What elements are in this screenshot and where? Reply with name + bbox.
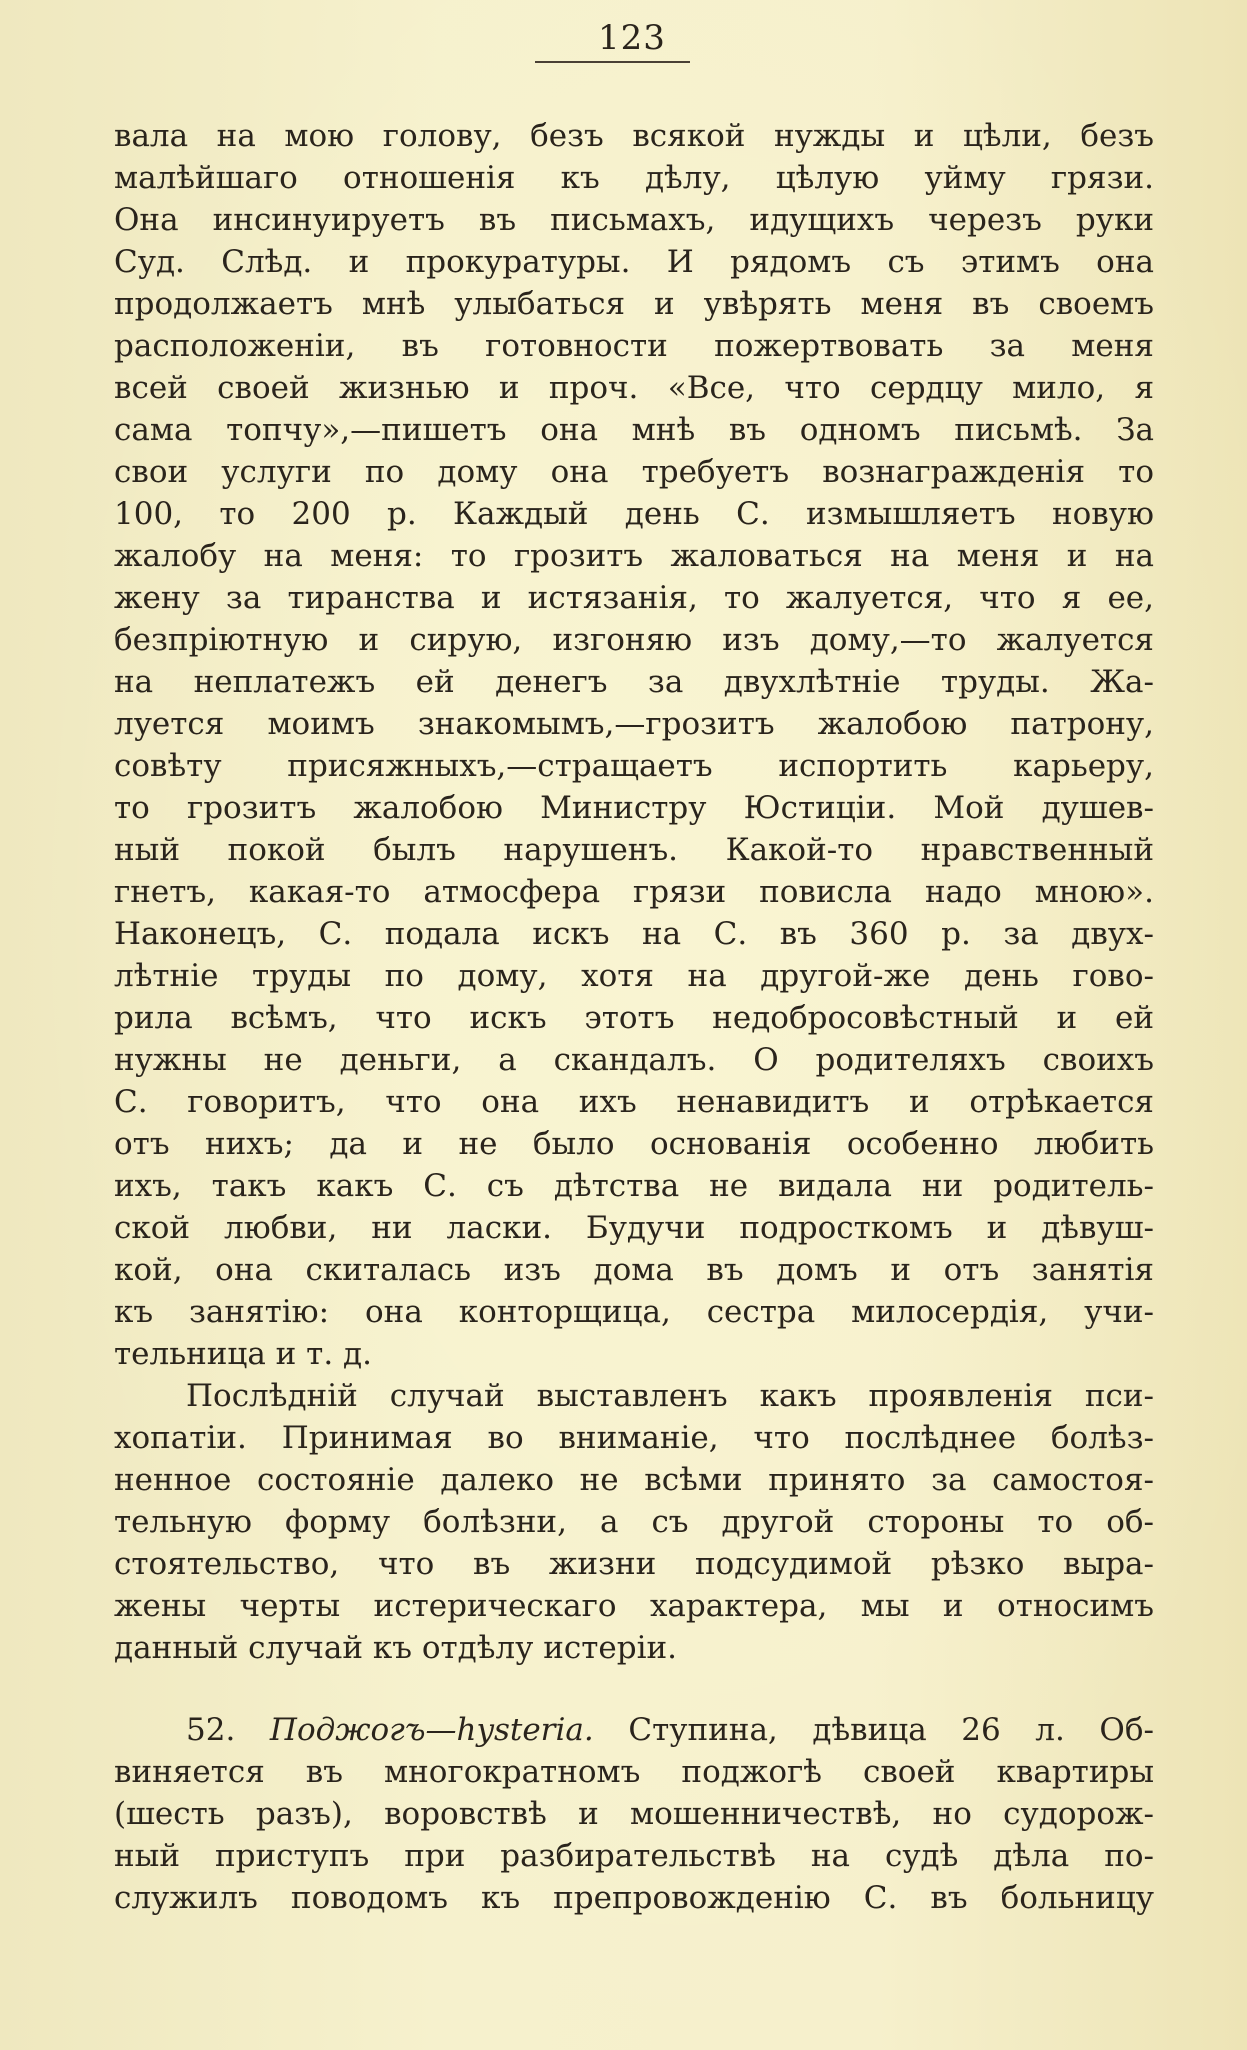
text-line: данный случай къ отдѣлу истеріи.	[114, 1630, 677, 1666]
text-line: жены черты истерическаго характера, мы и относимъ	[114, 1588, 1154, 1624]
text-line: всей своей жизнью и проч. «Все, что сердцу мило, я	[114, 370, 1154, 406]
text-line: то грозитъ жалобою Министру Юстиціи. Мой душев-	[114, 790, 1154, 826]
paragraph-commentary	[114, 1375, 1154, 1669]
text-line: рила всѣмъ, что искъ этотъ недобросовѣстный и ей	[114, 1000, 1154, 1036]
text-line: кой, она скиталась изъ дома въ домъ и отъ занятія	[114, 1252, 1154, 1288]
text-line: ской любви, ни ласки. Будучи подросткомъ и дѣвуш-	[114, 1210, 1154, 1246]
text-line: нужны не деньги, а скандалъ. О родителяхъ своихъ	[114, 1042, 1154, 1078]
text-line: совѣту присяжныхъ,—стращаетъ испортить карьеру,	[114, 748, 1154, 784]
text-line: расположеніи, въ готовности пожертвовать за меня	[114, 328, 1154, 364]
case-title: Поджогъ—hysteria.	[269, 1712, 594, 1748]
text-line: Послѣдній случай выставленъ какъ проявленія пси-	[186, 1378, 1154, 1414]
text-line: жалобу на меня: то грозитъ жаловаться на меня и на	[114, 538, 1154, 574]
text-line: къ занятію: она конторщица, сестра милосердія, учи-	[114, 1294, 1154, 1330]
text-line: С. говоритъ, что она ихъ ненавидитъ и отрѣкается	[114, 1084, 1154, 1120]
page-text	[114, 115, 1154, 1919]
paragraph-continuation	[114, 115, 1154, 1375]
text-line: лѣтніе труды по дому, хотя на другой-же день гово-	[114, 958, 1154, 994]
case-heading-line	[114, 1709, 1154, 1751]
text-line: Она инсинуируетъ въ письмахъ, идущихъ черезъ руки	[114, 202, 1154, 238]
text-line: ный покой былъ нарушенъ. Какой-то нравственный	[114, 832, 1154, 868]
text-line: стоятельство, что въ жизни подсудимой рѣзко выра-	[114, 1546, 1154, 1582]
case-number: 52.	[186, 1712, 236, 1748]
paragraph-spacer	[114, 1669, 1154, 1709]
text-line: сама топчу»,—пишетъ она мнѣ въ одномъ письмѣ. За	[114, 412, 1154, 448]
text-line: ный приступъ при разбирательствѣ на судѣ дѣла по-	[114, 1838, 1154, 1874]
page-number-rule	[535, 61, 690, 63]
text-line: безпріютную и сирую, изгоняю изъ дому,—то жалуется	[114, 622, 1154, 658]
case-heading-rest: Ступина, дѣвица 26 л. Об-	[628, 1712, 1154, 1748]
text-line: ихъ, такъ какъ С. съ дѣтства не видала ни родитель-	[114, 1168, 1154, 1204]
text-line: хопатіи. Принимая во вниманіе, что послѣднее болѣз-	[114, 1420, 1154, 1456]
text-line: луется моимъ знакомымъ,—грозитъ жалобою патрону,	[114, 706, 1154, 742]
text-line: (шесть разъ), воровствѣ и мошенничествѣ, но судорож-	[114, 1796, 1154, 1832]
text-line: 100, то 200 р. Каждый день С. измышляетъ новую	[114, 496, 1154, 532]
text-line: тельную форму болѣзни, а съ другой стороны то об-	[114, 1504, 1154, 1540]
text-line: виняется въ многократномъ поджогѣ своей квартиры	[114, 1754, 1154, 1790]
text-line: свои услуги по дому она требуетъ вознагражденія то	[114, 454, 1154, 490]
text-line: ненное состояніе далеко не всѣми принято за самостоя-	[114, 1462, 1154, 1498]
text-line: малѣйшаго отношенія къ дѣлу, цѣлую уйму грязи.	[114, 160, 1154, 196]
text-line: служилъ поводомъ къ препровожденію С. въ больницу	[114, 1880, 1154, 1916]
text-line: жену за тиранства и истязанія, то жалуется, что я ее,	[114, 580, 1154, 616]
text-line: Наконецъ, С. подала искъ на С. въ 360 р. за двух-	[114, 916, 1154, 952]
text-line: продолжаетъ мнѣ улыбаться и увѣрять меня въ своемъ	[114, 286, 1154, 322]
page-number: 123	[598, 18, 666, 58]
text-line: вала на мою голову, безъ всякой нужды и цѣли, безъ	[114, 118, 1154, 154]
text-line: гнетъ, какая-то атмосфера грязи повисла надо мною».	[114, 874, 1154, 910]
text-line: отъ нихъ; да и не было основанія особенно любить	[114, 1126, 1154, 1162]
case-entry	[114, 1709, 1154, 1919]
text-line: Суд. Слѣд. и прокуратуры. И рядомъ съ этимъ она	[114, 244, 1154, 280]
text-line: тельница и т. д.	[114, 1336, 372, 1372]
text-line: на неплатежъ ей денегъ за двухлѣтніе труды. Жа-	[114, 664, 1154, 700]
